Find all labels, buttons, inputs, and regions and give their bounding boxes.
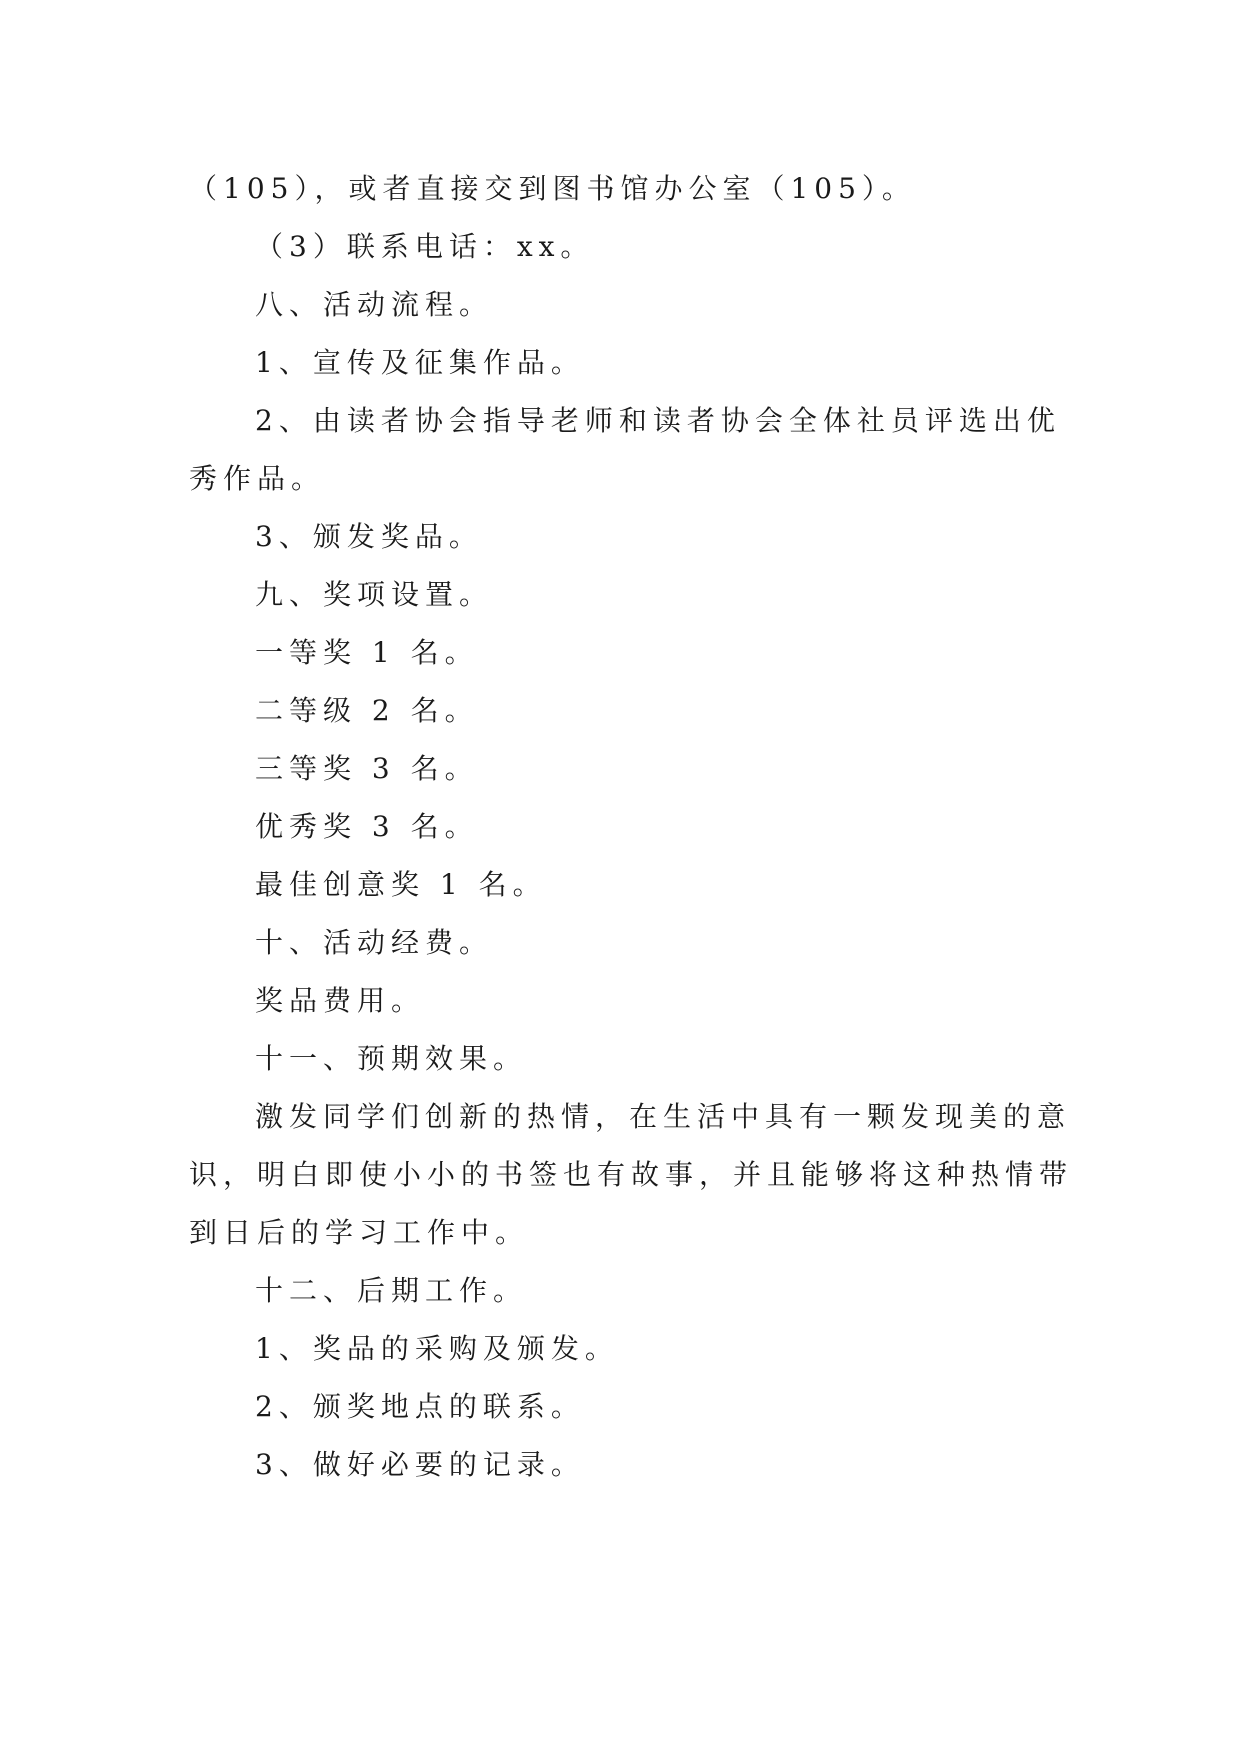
body-line: 3、颁发奖品。 [255,520,483,553]
body-line: 三等奖 3 名。 [255,752,479,785]
body-line: 一等奖 1 名。 [255,636,479,669]
body-line: 优秀奖 3 名。 [255,810,479,843]
section-heading: 十、活动经费。 [255,926,494,959]
body-line: 秀作品。 [189,462,326,495]
body-line: 最佳创意奖 1 名。 [255,868,547,901]
section-heading: 八、活动流程。 [255,288,494,321]
section-heading: 九、奖项设置。 [255,578,494,611]
body-line: 到日后的学习工作中。 [189,1216,530,1249]
body-line: 激发同学们创新的热情，在生活中具有一颗发现美的意 [255,1100,1072,1133]
section-heading: 十二、后期工作。 [255,1274,528,1307]
body-line: 1、宣传及征集作品。 [255,346,585,379]
body-line: 3、做好必要的记录。 [255,1448,585,1481]
body-line: 二等级 2 名。 [255,694,479,727]
body-line: 奖品费用。 [255,984,426,1017]
body-line: （105），或者直接交到图书馆办公室（105）。 [189,172,916,205]
document-body [189,160,1074,1494]
body-line: （3）联系电话：xx。 [255,230,595,263]
body-line: 2、由读者协会指导老师和读者协会全体社员评选出优 [255,404,1061,437]
body-line: 2、颁奖地点的联系。 [255,1390,585,1423]
section-heading: 十一、预期效果。 [255,1042,528,1075]
body-line: 1、奖品的采购及颁发。 [255,1332,619,1365]
body-line: 识，明白即使小小的书签也有故事，并且能够将这种热情带 [189,1158,1074,1191]
